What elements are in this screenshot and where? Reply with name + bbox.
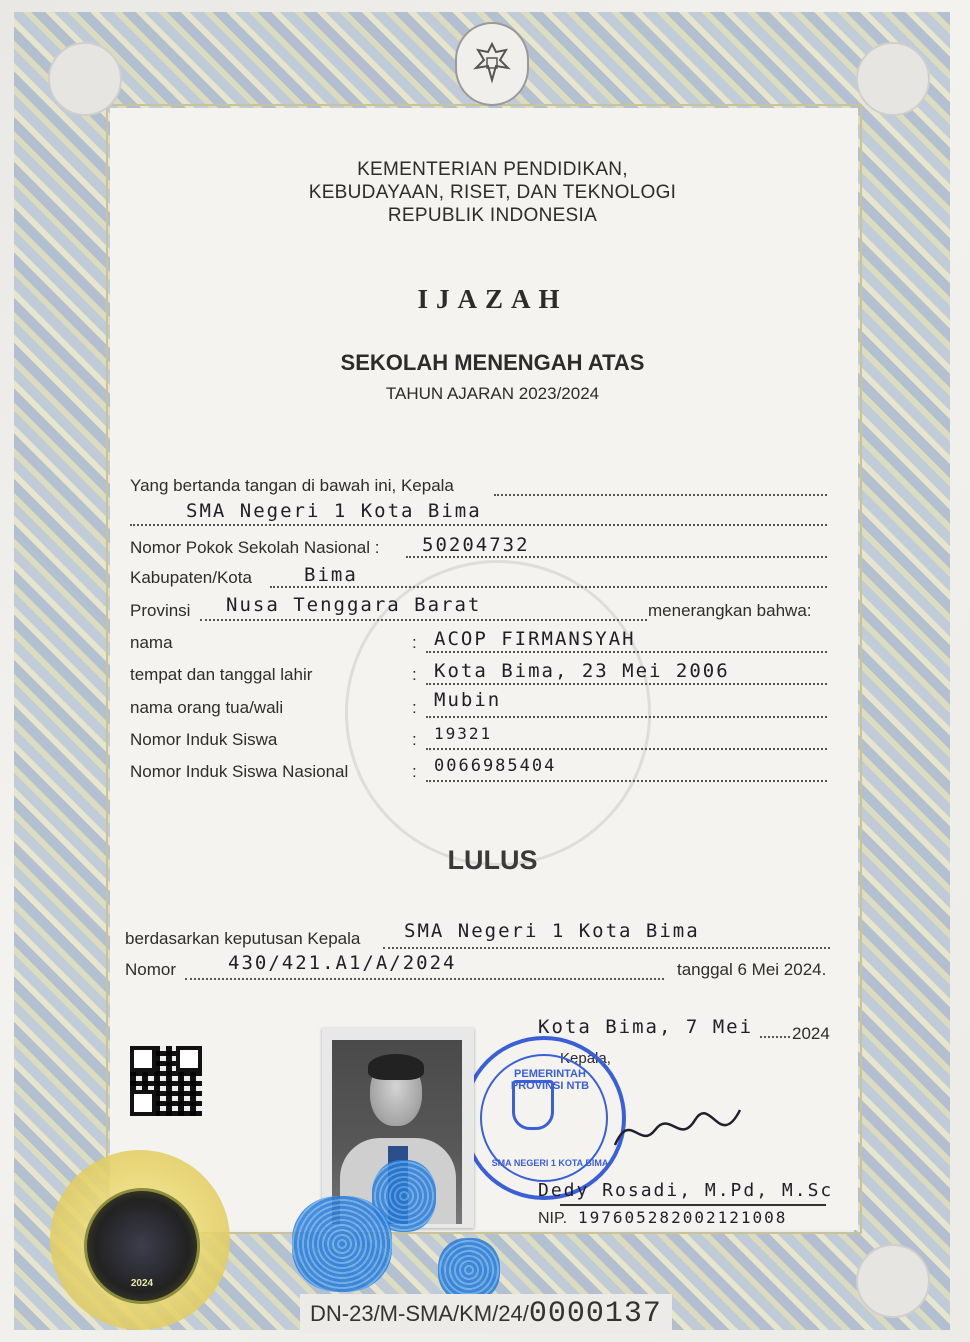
nip-label: NIP.: [538, 1210, 568, 1227]
serial-number: [300, 1294, 672, 1334]
corner-ornament: [48, 42, 122, 116]
declares-label: menerangkan bahwa:: [648, 601, 812, 620]
shield-icon: [512, 1080, 554, 1130]
ministry-heading: KEMENTERIAN PENDIDIKAN, KEBUDAYAAN, RISET, DAN TEKNOLOGI REPUBLIK INDONESIA: [308, 159, 677, 226]
sign-role: Kepala,: [560, 1050, 611, 1067]
province-label: Provinsi: [130, 601, 191, 620]
qr-code-icon[interactable]: [130, 1046, 202, 1116]
name-label: nama: [130, 633, 173, 652]
number-label: Nomor: [125, 960, 177, 979]
school-stamp: PEMERINTAH PROVINSI NTB SMA NEGERI 1 KOTA BIMA: [462, 1036, 626, 1200]
basis-school-value: SMA Negeri 1 Kota Bima: [404, 920, 700, 942]
decision-number-value: 430/421.A1/A/2024: [228, 952, 457, 974]
nisn-label: Nomor Induk Siswa Nasional: [130, 762, 349, 781]
nis-value: 19321: [434, 724, 493, 743]
regency-row: [130, 566, 827, 590]
academic-year: TAHUN AJARAN 2023/2024: [385, 384, 600, 403]
npsn-value: 50204732: [422, 534, 530, 556]
birth-value: Kota Bima, 23 Mei 2006: [434, 660, 730, 682]
name-row: nama :: [130, 631, 827, 655]
document-title: IJAZAH: [417, 284, 568, 314]
thumbprint: [438, 1238, 500, 1302]
birth-row: tempat dan tanggal lahir :: [130, 663, 827, 687]
parent-label: nama orang tua/wali: [130, 698, 284, 717]
corner-ornament: [856, 1244, 930, 1318]
nisn-row: Nomor Induk Siswa Nasional :: [130, 760, 827, 784]
corner-ornament: [856, 42, 930, 116]
regency-label: Kabupaten/Kota: [130, 568, 252, 587]
province-value: Nusa Tenggara Barat: [226, 594, 482, 616]
school-name-value: SMA Negeri 1 Kota Bima: [186, 500, 482, 522]
sign-year: 2024: [792, 1024, 830, 1043]
principal-name: Dedy Rosadi, M.Pd, M.Sc: [538, 1180, 834, 1201]
graduation-status: LULUS: [447, 845, 538, 875]
nisn-value: 0066985404: [434, 756, 557, 776]
parent-row: nama orang tua/wali :: [130, 696, 827, 720]
serial-prefix: DN-23/M-SMA/KM/24/: [310, 1301, 529, 1326]
handwritten-signature: [610, 1100, 760, 1169]
nis-row: Nomor Induk Siswa :: [130, 728, 827, 752]
regency-value: Bima: [304, 564, 358, 586]
garuda-emblem-icon: [455, 22, 529, 106]
npsn-label: Nomor Pokok Sekolah Nasional :: [130, 538, 380, 557]
basis-label: berdasarkan keputusan Kepala: [125, 929, 361, 948]
parent-value: Mubin: [434, 689, 502, 711]
intro-row: [130, 474, 827, 498]
hologram-sticker: 2024: [84, 1188, 200, 1304]
serial-digits: 0000137: [528, 1297, 662, 1331]
nis-label: Nomor Induk Siswa: [130, 730, 278, 749]
intro-label: Yang bertanda tangan di bawah ini, Kepala: [130, 476, 454, 495]
student-name-value: ACOP FIRMANSYAH: [434, 628, 636, 650]
sign-place-date: Kota Bima, 7 Mei: [538, 1016, 754, 1038]
nip-value: 197605282002121008: [578, 1208, 788, 1227]
thumbprint: [292, 1196, 392, 1292]
school-level: SEKOLAH MENENGAH ATAS: [340, 350, 645, 375]
decision-date: tanggal 6 Mei 2024.: [677, 960, 827, 979]
birth-label: tempat dan tanggal lahir: [130, 665, 313, 684]
